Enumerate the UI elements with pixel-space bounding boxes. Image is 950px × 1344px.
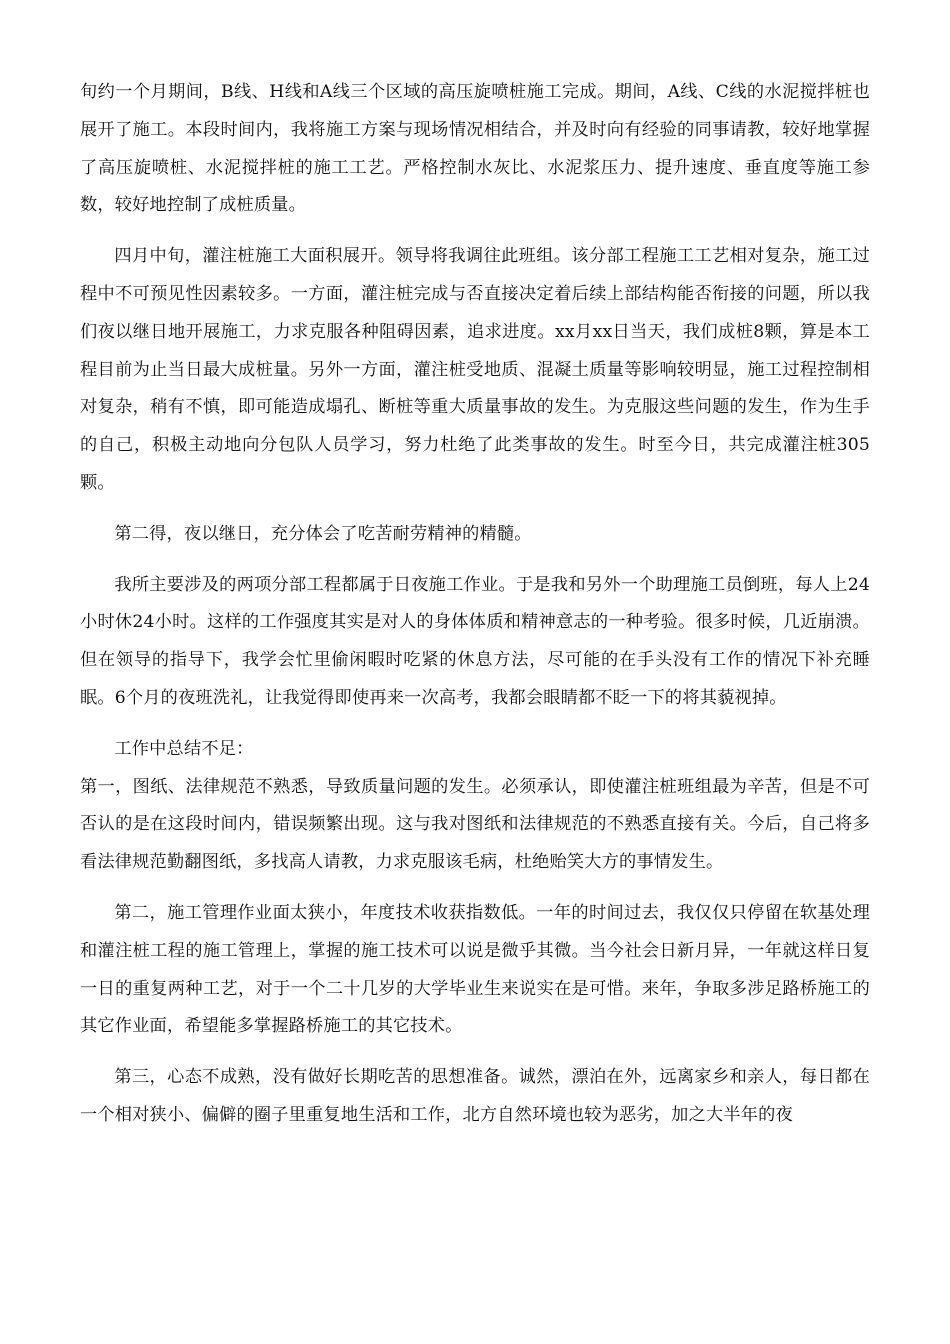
document-page <box>80 74 870 1135</box>
paragraph-third-shortcoming: 第三，心态不成熟，没有做好长期吃苦的思想准备。诚然，漂泊在外，远离家乡和亲人，每日都在一个相对狭小、偏僻的圈子里重复地生活和工作，北方自然环境也较为恶劣，加之大半年的夜 <box>80 1067 870 1125</box>
paragraph-night-shift: 我所主要涉及的两项分部工程都属于日夜施工作业。于是我和另外一个助理施工员倒班，每人上24小时休24小时。这样的工作强度其实是对人的身体体质和精神意志的一种考验。很多时候，几近崩溃。但在领导的指导下，我学会忙里偷闲暇时吃紧的休息方法，尽可能的在手头没有工作的情况下补充睡眠。6个月的夜班洗礼，让我觉得即使再来一次高考，我都会眼睛都不眨一下的将其藐视掉。 <box>80 574 870 708</box>
paragraph-second-shortcoming: 第二，施工管理作业面太狭小，年度技术收获指数低。一年的时间过去，我仅仅只停留在软基处理和灌注桩工程的施工管理上，掌握的施工技术可以说是微乎其微。当今社会日新月异，一年就这样日复一日的重复两种工艺，对于一个二十几岁的大学毕业生来说实在是可惜。来年，争取多涉足路桥施工的其它作业面，希望能多掌握路桥施工的其它技术。 <box>80 902 870 1037</box>
paragraph-second-gain: 第二得，夜以继日，充分体会了吃苦耐劳精神的精髓。 <box>114 523 532 544</box>
paragraph-shortcomings-heading: 工作中总结不足： <box>114 738 254 759</box>
paragraph-april-piles: 四月中旬，灌注桩施工大面积展开。领导将我调往此班组。该分部工程施工工艺相对复杂，施工过程中不可预见性因素较多。一方面，灌注桩完成与否直接决定着后续上部结构能否衔接的问题，所以我们夜以继日地开展施工，力求克服各种阻碍因素，追求进度。xx月xx日当天，我们成桩8颗，算是本工程目前为止当日最大成桩量。另外一方面，灌注桩受地质、混凝土质量等影响较明显，施工过程控制相对复杂，稍有不慎，即可能造成塌孔、断桩等重大质量事故的发生。为克服这些问题的发生，作为生手的自己，积极主动地向分包队人员学习，努力杜绝了此类事故的发生。时至今日，共完成灌注桩305颗。 <box>80 246 870 493</box>
paragraph-first-shortcoming: 第一，图纸、法律规范不熟悉，导致质量问题的发生。必须承认，即使灌注桩班组最为辛苦，但是不可否认的是在这段时间内，错误频繁出现。这与我对图纸和法律规范的不熟悉直接有关。今后，自己将多看法律规范勤翻图纸，多找高人请教，力求克服该毛病，杜绝贻笑大方的事情发生。 <box>80 776 870 873</box>
paragraph-continued-intro: 旬约一个月期间，B线、H线和A线三个区域的高压旋喷桩施工完成。期间，A线、C线的水泥搅拌桩也展开了施工。本段时间内，我将施工方案与现场情况相结合，并及时向有经验的同事请教，较好地掌握了高压旋喷桩、水泥搅拌桩的施工工艺。严格控制水灰比、水泥浆压力、提升速度、垂直度等施工参数，较好地控制了成桩质量。 <box>80 82 870 216</box>
